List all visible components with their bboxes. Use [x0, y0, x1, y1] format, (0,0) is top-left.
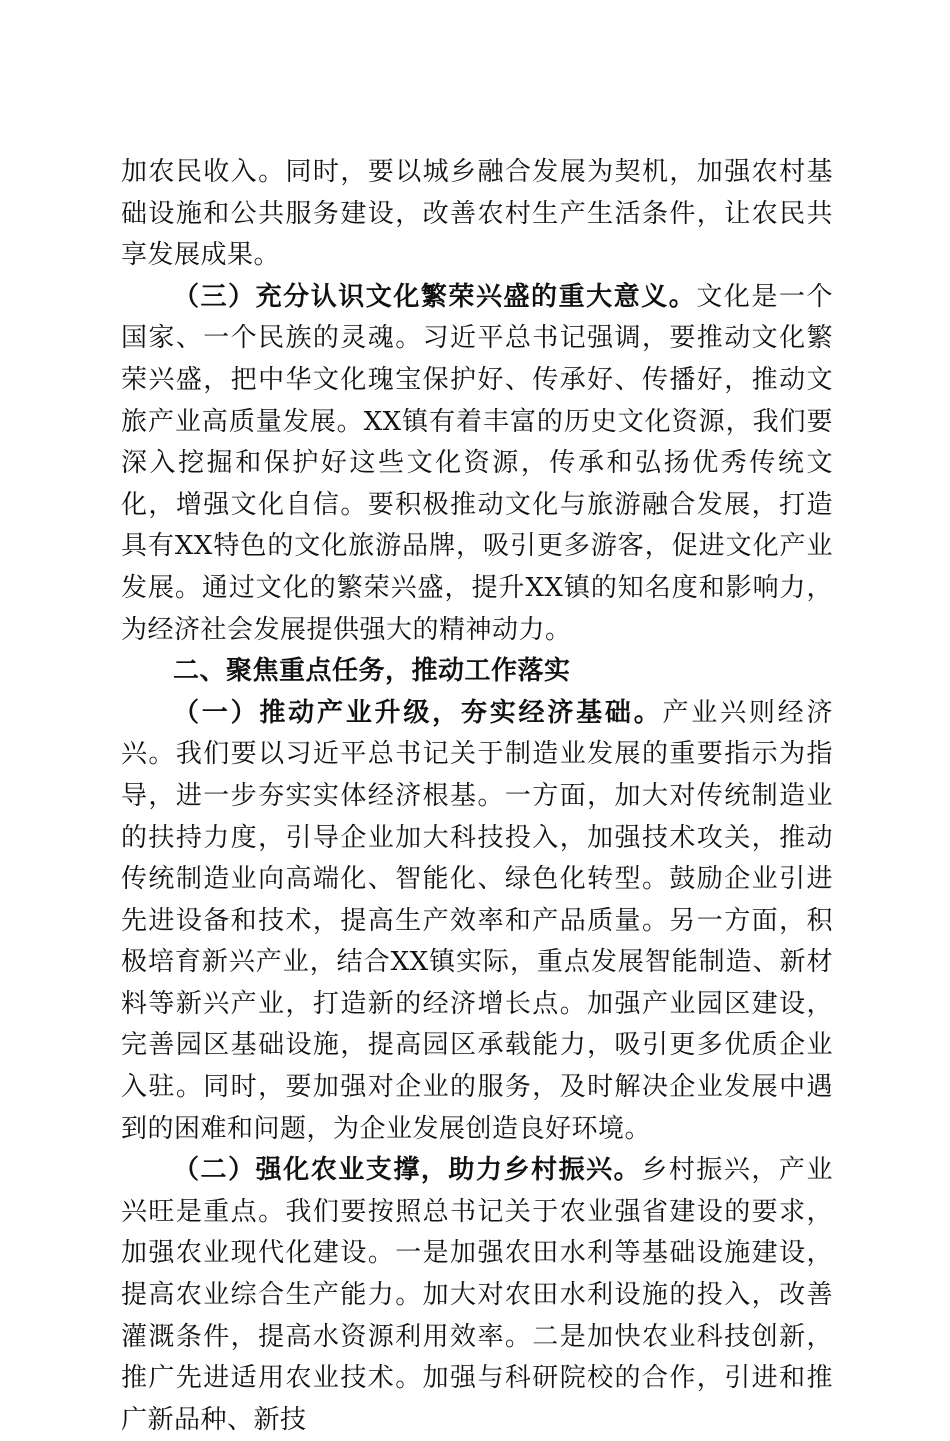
paragraph-4	[121, 1150, 833, 1441]
paragraph-1	[121, 152, 833, 277]
paragraph-4-text: 乡村振兴，产业兴旺是重点。我们要按照总书记关于农业强省建设的要求，加强农业现代化建设。一是加强农田水利等基础设施建设，提高农业综合生产能力。加大对农田水利设施的投入，改善灌溉条件，提高水资源利用效率。二是加快农业科技创新，推广先进适用农业技术。加强与科研院校的合作，引进和推广新品种、新技	[121, 1155, 833, 1435]
paragraph-3	[121, 693, 833, 1151]
paragraph-3-lead: （一）推动产业升级，夯实经济基础。	[173, 697, 663, 728]
paragraph-4-lead: （二）强化农业支撑，助力乡村振兴。	[173, 1155, 642, 1186]
paragraph-2	[121, 277, 833, 651]
paragraph-3-text: 产业兴则经济兴。我们要以习近平总书记关于制造业发展的重要指示为指导，进一步夯实实体经济根基。一方面，加大对传统制造业的扶持力度，引导企业加大科技投入，加强技术攻关，推动传统制造业向高端化、智能化、绿色化转型。鼓励企业引进先进设备和技术，提高生产效率和产品质量。另一方面，积极培育新兴产业，结合XX镇实际，重点发展智能制造、新材料等新兴产业，打造新的经济增长点。加强产业园区建设，完善园区基础设施，提高园区承载能力，吸引更多优质企业入驻。同时，要加强对企业的服务，及时解决企业发展中遇到的困难和问题，为企业发展创造良好环境。	[121, 697, 833, 1144]
document-body	[121, 152, 833, 1441]
paragraph-1-text: 加农民收入。同时，要以城乡融合发展为契机，加强农村基础设施和公共服务建设，改善农村生产生活条件，让农民共享发展成果。	[121, 157, 833, 271]
paragraph-2-text: 文化是一个国家、一个民族的灵魂。习近平总书记强调，要推动文化繁荣兴盛，把中华文化瑰宝保护好、传承好、传播好，推动文旅产业高质量发展。XX镇有着丰富的历史文化资源，我们要深入挖掘和保护好这些文化资源，传承和弘扬优秀传统文化，增强文化自信。要积极推动文化与旅游融合发展，打造具有XX特色的文化旅游品牌，吸引更多游客，促进文化产业发展。通过文化的繁荣兴盛，提升XX镇的知名度和影响力，为经济社会发展提供强大的精神动力。	[121, 281, 833, 645]
section-heading: 二、聚焦重点任务，推动工作落实	[173, 656, 571, 687]
paragraph-2-lead: （三）充分认识文化繁荣兴盛的重大意义。	[173, 281, 697, 312]
